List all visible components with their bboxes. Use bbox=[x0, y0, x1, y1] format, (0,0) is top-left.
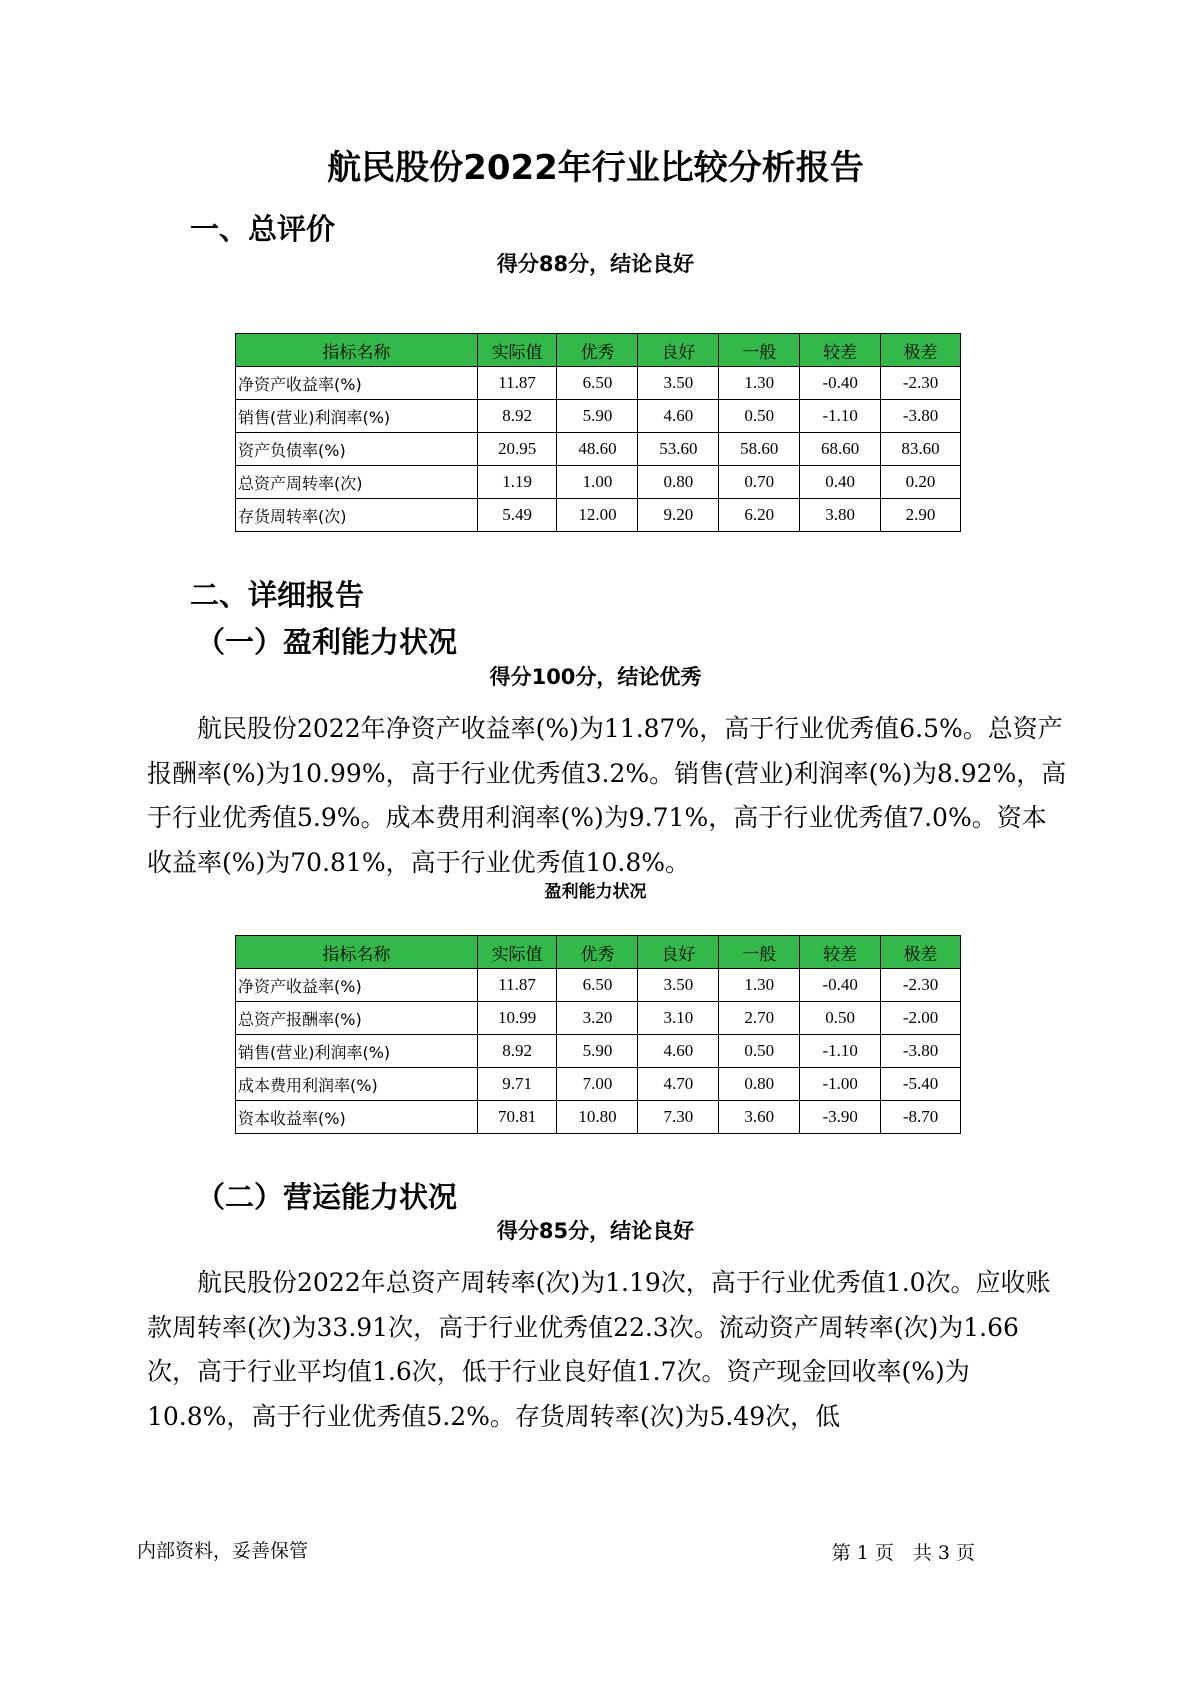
metric-value-cell: -3.80 bbox=[881, 400, 961, 433]
metric-name-cell: 存货周转率(次) bbox=[236, 499, 478, 532]
table-row bbox=[236, 1035, 961, 1068]
metric-value-cell: 3.80 bbox=[800, 499, 881, 532]
profit-score-line: 得分100分，结论优秀 bbox=[489, 665, 702, 689]
metric-name-cell: 净资产收益率(%) bbox=[236, 969, 478, 1002]
metric-value-cell: -2.00 bbox=[881, 1002, 961, 1035]
metric-value-cell: -0.40 bbox=[800, 969, 881, 1002]
table-header-row bbox=[236, 334, 961, 367]
metric-value-cell: 20.95 bbox=[477, 433, 557, 466]
metric-value-cell: 4.70 bbox=[638, 1068, 719, 1101]
header-cell: 良好 bbox=[638, 936, 719, 969]
header-cell: 指标名称 bbox=[236, 936, 478, 969]
metric-value-cell: 5.90 bbox=[557, 400, 638, 433]
metric-name-cell: 销售(营业)利润率(%) bbox=[236, 1035, 478, 1068]
table-row bbox=[236, 499, 961, 532]
metric-value-cell: -3.90 bbox=[800, 1101, 881, 1134]
table-row bbox=[236, 1002, 961, 1035]
header-cell: 优秀 bbox=[557, 334, 638, 367]
header-cell: 较差 bbox=[800, 936, 881, 969]
header-cell: 良好 bbox=[638, 334, 719, 367]
metric-value-cell: -3.80 bbox=[881, 1035, 961, 1068]
metric-value-cell: 11.87 bbox=[477, 969, 557, 1002]
profit-analysis-paragraph bbox=[147, 707, 1067, 885]
header-cell: 一般 bbox=[719, 334, 800, 367]
header-cell: 极差 bbox=[881, 936, 961, 969]
metric-name-cell: 总资产报酬率(%) bbox=[236, 1002, 478, 1035]
metric-value-cell: 8.92 bbox=[477, 400, 557, 433]
table-row bbox=[236, 400, 961, 433]
header-cell: 一般 bbox=[719, 936, 800, 969]
metric-value-cell: 0.40 bbox=[800, 466, 881, 499]
metric-value-cell: 0.50 bbox=[719, 400, 800, 433]
metric-value-cell: 0.50 bbox=[719, 1035, 800, 1068]
metric-value-cell: 3.60 bbox=[719, 1101, 800, 1134]
footer-page-number: 第 1 页 共 3 页 bbox=[831, 1542, 975, 1564]
table-header-row bbox=[236, 936, 961, 969]
metric-value-cell: -1.10 bbox=[800, 400, 881, 433]
table-row bbox=[236, 367, 961, 400]
table-body bbox=[236, 367, 961, 532]
metric-value-cell: 9.71 bbox=[477, 1068, 557, 1101]
header-cell: 实际值 bbox=[477, 936, 557, 969]
table-body bbox=[236, 969, 961, 1134]
profit-metrics-table bbox=[235, 935, 961, 1134]
overall-metrics-table bbox=[235, 333, 961, 532]
metric-value-cell: 68.60 bbox=[800, 433, 881, 466]
section-heading-detail: 二、详细报告 bbox=[190, 578, 365, 612]
metric-value-cell: 70.81 bbox=[477, 1101, 557, 1134]
metric-value-cell: 2.70 bbox=[719, 1002, 800, 1035]
metric-name-cell: 总资产周转率(次) bbox=[236, 466, 478, 499]
header-cell: 极差 bbox=[881, 334, 961, 367]
metric-value-cell: 1.30 bbox=[719, 367, 800, 400]
metric-value-cell: 6.50 bbox=[557, 367, 638, 400]
metric-value-cell: -0.40 bbox=[800, 367, 881, 400]
table-row bbox=[236, 466, 961, 499]
metric-value-cell: 0.80 bbox=[719, 1068, 800, 1101]
header-cell: 指标名称 bbox=[236, 334, 478, 367]
metric-value-cell: -2.30 bbox=[881, 969, 961, 1002]
metric-name-cell: 净资产收益率(%) bbox=[236, 367, 478, 400]
table-row bbox=[236, 1068, 961, 1101]
metric-value-cell: 1.30 bbox=[719, 969, 800, 1002]
metric-value-cell: 4.60 bbox=[638, 400, 719, 433]
header-cell: 优秀 bbox=[557, 936, 638, 969]
metric-value-cell: -1.10 bbox=[800, 1035, 881, 1068]
metric-name-cell: 资产负债率(%) bbox=[236, 433, 478, 466]
paragraph-text: 航民股份2022年净资产收益率(%)为11.87%，高于行业优秀值6.5%。总资产报酬率(%)为10.99%，高于行业优秀值3.2%。销售(营业)利润率(%)为8.92%，高于行业优秀值5.9%。成本费用利润率(%)为9.71%，高于行业优秀值7.0%。资本收益率(%)为70.81%，高于行业优秀值10.8%。 bbox=[147, 714, 1067, 877]
subsection-heading-profit: （一）盈利能力状况 bbox=[196, 625, 458, 659]
header-cell: 实际值 bbox=[477, 334, 557, 367]
metric-value-cell: -8.70 bbox=[881, 1101, 961, 1134]
report-title: 航民股份2022年行业比较分析报告 bbox=[327, 148, 864, 188]
metric-value-cell: 7.00 bbox=[557, 1068, 638, 1101]
metric-value-cell: 1.00 bbox=[557, 466, 638, 499]
metric-value-cell: 3.50 bbox=[638, 969, 719, 1002]
metric-value-cell: 10.99 bbox=[477, 1002, 557, 1035]
table-row bbox=[236, 433, 961, 466]
metric-value-cell: 7.30 bbox=[638, 1101, 719, 1134]
metric-value-cell: 5.90 bbox=[557, 1035, 638, 1068]
footer-confidential-note: 内部资料，妥善保管 bbox=[137, 1540, 309, 1562]
section-heading-overall: 一、总评价 bbox=[190, 212, 336, 246]
metric-value-cell: -5.40 bbox=[881, 1068, 961, 1101]
metric-value-cell: 2.90 bbox=[881, 499, 961, 532]
metric-value-cell: 6.50 bbox=[557, 969, 638, 1002]
metric-name-cell: 销售(营业)利润率(%) bbox=[236, 400, 478, 433]
metric-value-cell: 58.60 bbox=[719, 433, 800, 466]
operation-analysis-paragraph bbox=[147, 1261, 1067, 1439]
table-row bbox=[236, 1101, 961, 1134]
metric-value-cell: 4.60 bbox=[638, 1035, 719, 1068]
metric-name-cell: 资本收益率(%) bbox=[236, 1101, 478, 1134]
header-cell: 较差 bbox=[800, 334, 881, 367]
metric-value-cell: 10.80 bbox=[557, 1101, 638, 1134]
metric-value-cell: 83.60 bbox=[881, 433, 961, 466]
metric-value-cell: 48.60 bbox=[557, 433, 638, 466]
metric-value-cell: 6.20 bbox=[719, 499, 800, 532]
metric-value-cell: 11.87 bbox=[477, 367, 557, 400]
operation-score-line: 得分85分，结论良好 bbox=[496, 1219, 695, 1243]
metric-value-cell: 0.50 bbox=[800, 1002, 881, 1035]
metric-value-cell: -1.00 bbox=[800, 1068, 881, 1101]
paragraph-text: 航民股份2022年总资产周转率(次)为1.19次，高于行业优秀值1.0次。应收账款周转率(次)为33.91次，高于行业优秀值22.3次。流动资产周转率(次)为1.66次，高于行业平均值1.6次，低于行业良好值1.7次。资产现金回收率(%)为10.8%，高于行业优秀值5.2%。存货周转率(次)为5.49次，低 bbox=[147, 1268, 1051, 1431]
metric-value-cell: 0.80 bbox=[638, 466, 719, 499]
metric-value-cell: 9.20 bbox=[638, 499, 719, 532]
metric-name-cell: 成本费用利润率(%) bbox=[236, 1068, 478, 1101]
overall-score-line: 得分88分，结论良好 bbox=[496, 252, 695, 276]
metric-value-cell: 8.92 bbox=[477, 1035, 557, 1068]
metric-value-cell: 53.60 bbox=[638, 433, 719, 466]
metric-value-cell: 3.50 bbox=[638, 367, 719, 400]
profit-table-caption: 盈利能力状况 bbox=[544, 882, 647, 902]
metric-value-cell: 1.19 bbox=[477, 466, 557, 499]
metric-value-cell: 0.70 bbox=[719, 466, 800, 499]
metric-value-cell: 12.00 bbox=[557, 499, 638, 532]
metric-value-cell: 3.10 bbox=[638, 1002, 719, 1035]
metric-value-cell: 0.20 bbox=[881, 466, 961, 499]
metric-value-cell: 3.20 bbox=[557, 1002, 638, 1035]
subsection-heading-operation: （二）营运能力状况 bbox=[196, 1180, 458, 1214]
table-row bbox=[236, 969, 961, 1002]
metric-value-cell: 5.49 bbox=[477, 499, 557, 532]
metric-value-cell: -2.30 bbox=[881, 367, 961, 400]
